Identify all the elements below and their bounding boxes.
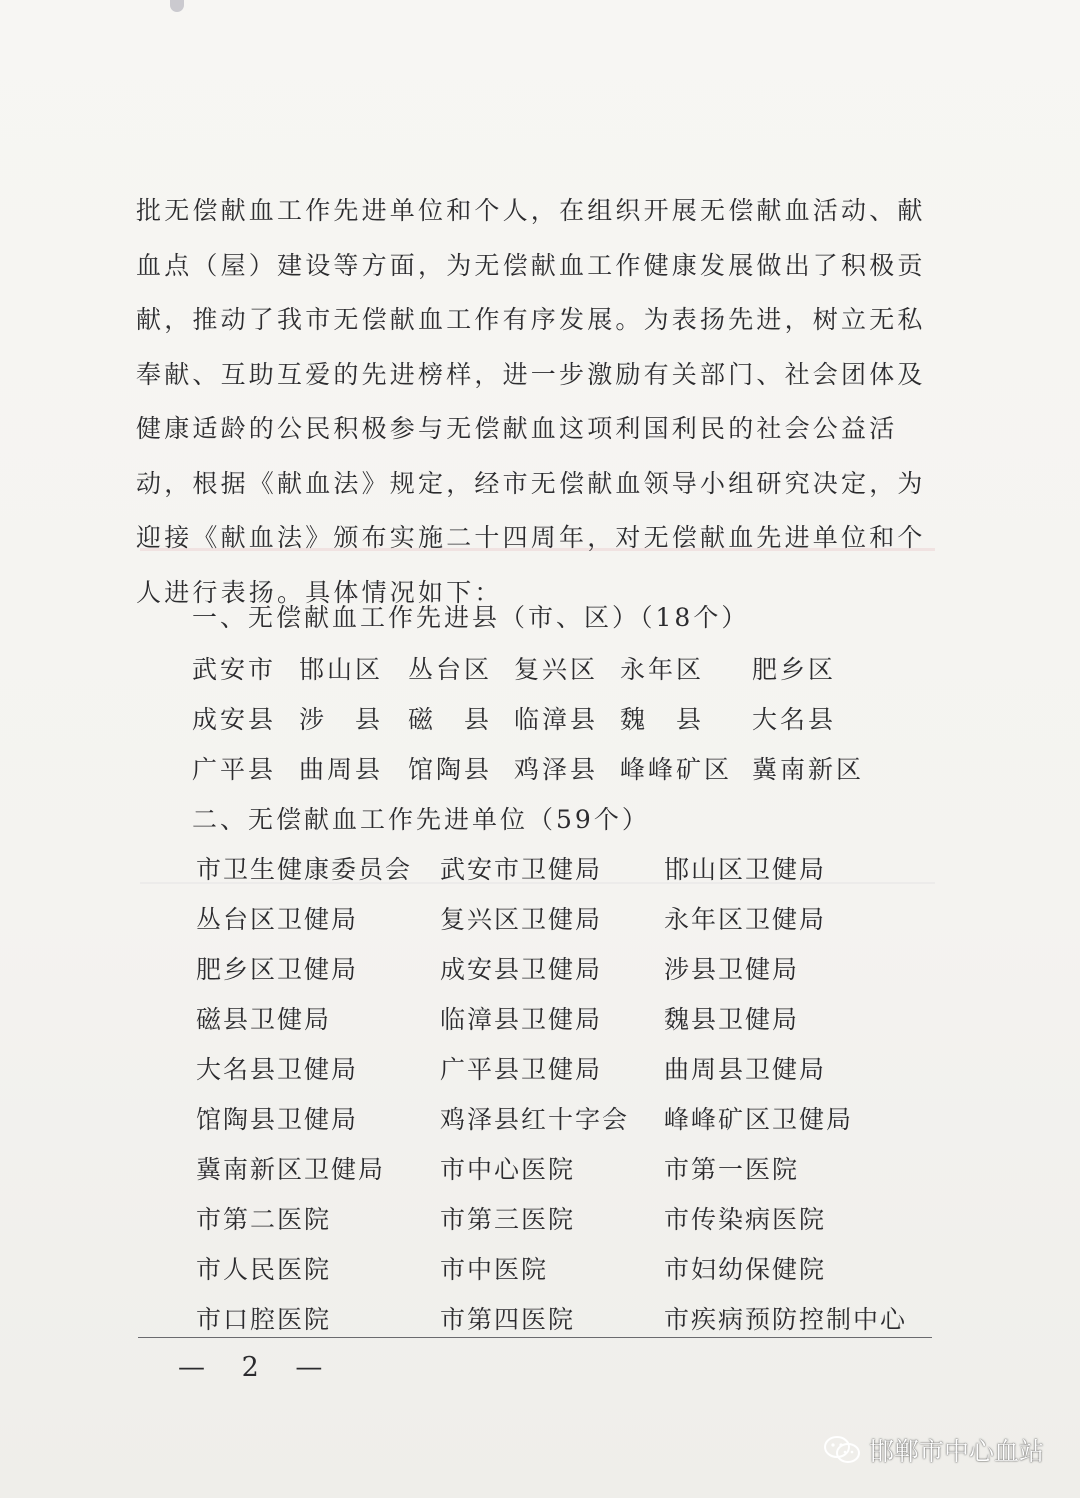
unit-name: 馆陶县卫健局: [196, 1105, 359, 1134]
county-name: 馆陶县: [408, 755, 493, 784]
unit-name: 魏县卫健局: [664, 1005, 800, 1034]
county-name: 广平县: [192, 755, 277, 784]
county-name: 涉 县: [299, 705, 384, 734]
county-name: 冀南新区: [752, 755, 865, 784]
unit-name: 市疾病预防控制中心: [664, 1305, 908, 1334]
unit-name: 成安县卫健局: [440, 955, 603, 984]
intro-paragraph: [136, 184, 936, 620]
unit-name: 涉县卫健局: [664, 955, 800, 984]
unit-name: 鸡泽县红十字会: [440, 1105, 630, 1134]
page-number: — 2 —: [178, 1352, 337, 1383]
unit-name: 邯山区卫健局: [664, 855, 827, 884]
unit-name: 大名县卫健局: [196, 1055, 359, 1084]
unit-name: 市第三医院: [440, 1205, 576, 1234]
section2-heading: 二、无偿献血工作先进单位（59个）: [192, 805, 650, 834]
unit-name: 市传染病医院: [664, 1205, 827, 1234]
paragraph-line: 人进行表扬。具体情况如下：: [136, 577, 503, 607]
county-name: 邯山区: [299, 655, 384, 684]
scan-mark: [170, 0, 184, 12]
county-name: 永年区: [620, 655, 705, 684]
unit-name: 市第二医院: [196, 1205, 332, 1234]
unit-name: 市第四医院: [440, 1305, 576, 1334]
unit-name: 市人民医院: [196, 1255, 332, 1284]
unit-name: 武安市卫健局: [440, 855, 603, 884]
county-name: 复兴区: [514, 655, 599, 684]
unit-name: 复兴区卫健局: [440, 905, 603, 934]
county-name: 峰峰矿区: [620, 755, 733, 784]
unit-name: 广平县卫健局: [440, 1055, 603, 1084]
paragraph-line: 健康适龄的公民积极参与无偿献血这项利国利民的社会公益活: [136, 414, 898, 443]
watermark-text: 邯郸市中心血站: [868, 1437, 1044, 1466]
unit-name: 峰峰矿区卫健局: [664, 1105, 854, 1134]
unit-name: 永年区卫健局: [664, 905, 827, 934]
county-name: 曲周县: [299, 755, 384, 784]
paragraph-line: 奉献、互助互爱的先进榜样，进一步激励有关部门、社会团体及: [136, 359, 926, 389]
paragraph-line: 血点（屋）建设等方面，为无偿献血工作健康发展做出了积极贡: [136, 250, 926, 280]
unit-name: 市中心医院: [440, 1155, 576, 1184]
section1-heading: 一、无偿献血工作先进县（市、区）（18个）: [192, 603, 750, 632]
source-watermark: [823, 1432, 1044, 1468]
unit-name: 冀南新区卫健局: [196, 1155, 386, 1184]
county-name: 成安县: [192, 705, 277, 734]
unit-name: 市口腔医院: [196, 1305, 332, 1334]
footer-rule: [138, 1337, 932, 1338]
unit-name: 肥乡区卫健局: [196, 955, 359, 984]
unit-name: 市卫生健康委员会: [196, 855, 413, 884]
county-name: 临漳县: [514, 705, 599, 734]
county-name: 魏 县: [620, 705, 705, 734]
unit-name: 曲周县卫健局: [664, 1055, 827, 1084]
county-name: 肥乡区: [752, 655, 837, 684]
unit-name: 临漳县卫健局: [440, 1005, 603, 1034]
unit-name: 市第一医院: [664, 1155, 800, 1184]
unit-name: 市妇幼保健院: [664, 1255, 827, 1284]
county-name: 武安市: [192, 655, 277, 684]
county-name: 丛台区: [408, 655, 493, 684]
wechat-icon: [823, 1435, 861, 1465]
paragraph-line: 批无偿献血工作先进单位和个人，在组织开展无偿献血活动、献: [136, 196, 926, 225]
paragraph-line: 献，推动了我市无偿献血工作有序发展。为表扬先进，树立无私: [136, 305, 926, 334]
county-name: 大名县: [752, 705, 837, 734]
paragraph-line: 动，根据《献血法》规定，经市无偿献血领导小组研究决定，为: [136, 468, 926, 498]
unit-name: 市中医院: [440, 1255, 549, 1284]
county-name: 鸡泽县: [514, 755, 599, 784]
unit-name: 丛台区卫健局: [196, 905, 359, 934]
county-name: 磁 县: [408, 705, 493, 734]
unit-name: 磁县卫健局: [196, 1005, 332, 1034]
paragraph-line: 迎接《献血法》颁布实施二十四周年，对无偿献血先进单位和个: [136, 523, 926, 552]
